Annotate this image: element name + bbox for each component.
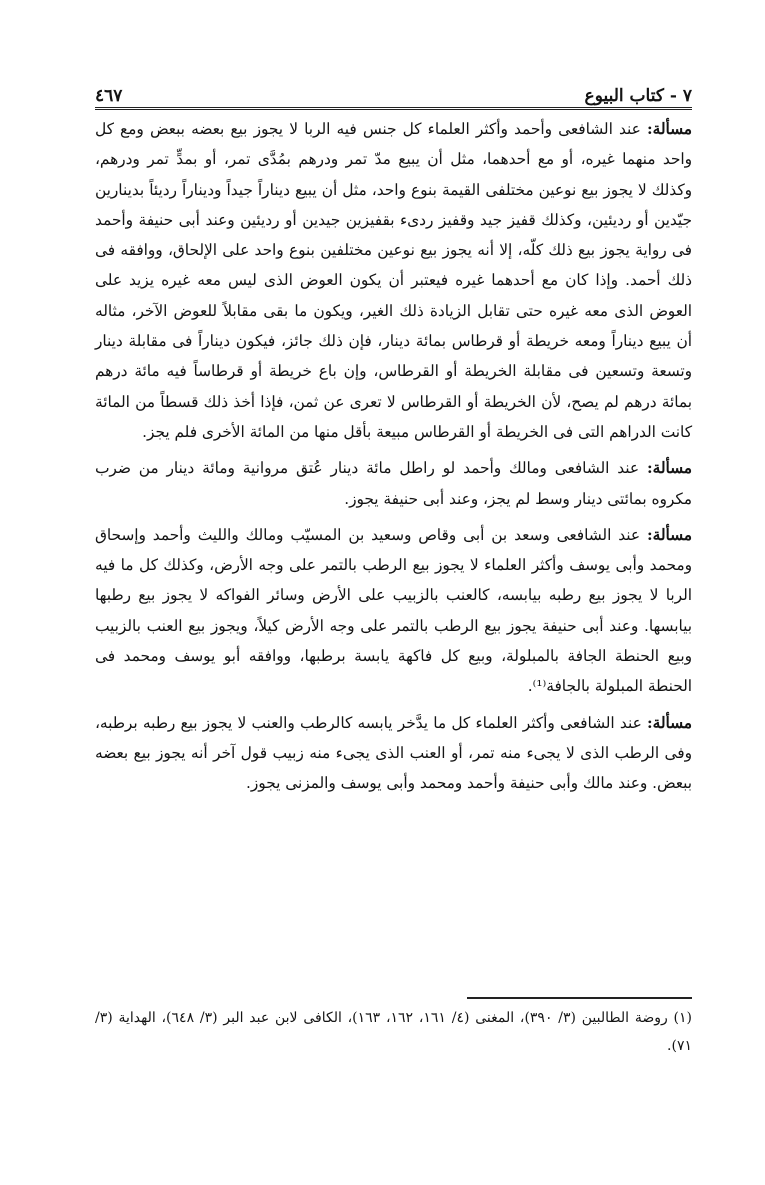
paragraph-label: مسألة:	[646, 525, 692, 544]
paragraph	[95, 114, 692, 447]
footnote-rule	[467, 997, 692, 999]
paragraph-text: عند الشافعى ومالك وأحمد لو راطل مائة دينار عُتق مروانية ومائة دينار من ضرب مكروه بمائتى دينار وسط لم يجز، وعند أبى حنيفة يجوز.	[95, 459, 692, 508]
paragraph-label: مسألة:	[646, 120, 692, 138]
paragraph-text: عند الشافعى وسعد بن أبى وقاص وسعيد بن المسيّب ومالك والليث وأحمد وإسحاق ومحمد وأبى يوسف وأكثر العلماء لا يجوز بيع الرطب بالتمر على وجه الأرض، وكذلك كل ما فيه الربا لا يجوز بيع رطبه بيابسه، كالعنب بالزبيب على الأرض وسائر الفواكه لا يجوز بيع رطبها بيابسها. وعند أبى حنيفة يجوز بيع الرطب بالتمر على وجه الأرض كيلاً، ويجوز بيع العنب بالزبيب وبيع الحنطة الجافة بالمبلولة، وبيع كل فاكهة يابسة برطبها، ووافقه أبو يوسف ومحمد فى الحنطة المبلولة بالجافة⁽¹⁾.	[95, 525, 692, 696]
paragraph	[95, 520, 692, 702]
paragraph-label: مسألة:	[646, 713, 692, 732]
paragraph-text: عند الشافعى وأحمد وأكثر العلماء كل جنس فيه الربا لا يجوز بيع بعضه ببعض ومع كل واحد منهما غيره، أو مع أحدهما، مثل أن يبيع مدّ تمر ودرهم بمُدَّى تمر، أو بمدٍّ تمر ودرهم، وكذلك لا يجوز بيع نوعين مختلفى القيمة بنوع واحد، مثل أن يبيع ديناراً جيداً وديناراً رديئاً بدينارين جيّدين أو رديئين، وكذلك قفيز جيد وقفيز ردىء بقفيزين جيدين أو رديئين وعند أبى حنيفة وأحمد فى رواية يجوز بيع ذلك كلّه، إلا أنه يجوز بيع نوعين مختلفين بنوع واحد على الإلحاق، ووافقه فى ذلك أحمد. وإذا كان مع أحدهما غيره فيعتبر أن يكون العوض الذى ليس معه غيره يزيد على العوض الذى معه غيره حتى تقابل الزيادة ذلك الغير، ويكون ما بقى مقابلاً للعوض الآخر، مثاله أن يبيع ديناراً ومعه خريطة أو قرطاس بمائة دينار، فإن ذلك جائز، فيكون ديناراً فى مقابلة دينار وتسعة وتسعين فى مقابلة الخريطة أو القرطاس، وإن باع خريطة أو قرطاساً فيه مائة درهم بمائة درهم لم يصح، لأن الخريطة أو القرطاس لا تعرى عن ثمن، فإذا أخذ ذلك قسطاً من المائة كانت الدراهم التى فى الخريطة أو القرطاس مبيعة بأقل منها من المائة الأخرى فلم يجز.	[95, 120, 692, 441]
paragraph-label: مسألة:	[646, 459, 692, 478]
running-header	[95, 72, 692, 106]
main-text	[95, 114, 692, 799]
paragraph	[95, 708, 692, 799]
header-rule	[95, 107, 692, 110]
footnote: (١) روضة الطالبين (٣/ ٣٩٠)، المغنى (٤/ ١٦١، ١٦٢، ١٦٣)، الكافى لابن عبد البر (٣/ ٦٤٨)، الهداية (٣/ ٧١).	[95, 1010, 693, 1054]
page-number: ٤٦٧	[95, 86, 123, 106]
paragraph	[95, 453, 692, 514]
chapter-title: ٧ - كتاب البيوع	[584, 86, 692, 106]
paragraph-text: عند الشافعى وأكثر العلماء كل ما يدَّخر يابسه كالرطب والعنب لا يجوز بيع رطبه برطبه، وفى الرطب الذى لا يجىء منه تمر، أو العنب الذى يجىء منه زبيب قول آخر أنه يجوز بيع بعضه ببعض. وعند مالك وأبى حنيفة وأحمد ومحمد وأبى يوسف والمزنى يجوز.	[95, 713, 692, 793]
